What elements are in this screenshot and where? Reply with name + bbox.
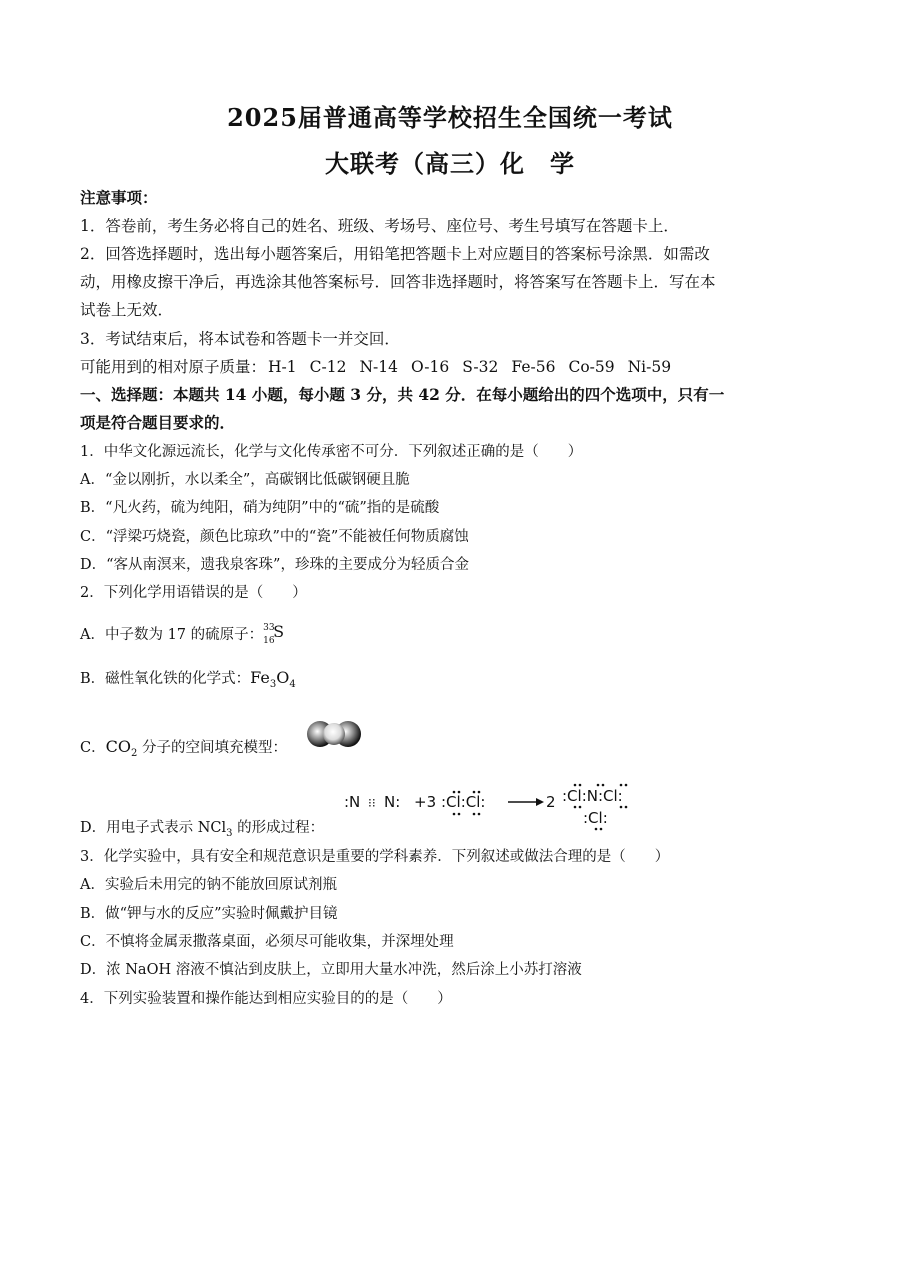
svg-text:N:: N: xyxy=(384,793,401,811)
q3-option-d: D．浓 NaOH 溶液不慎沾到皮肤上，立即用大量水冲洗，然后涂上小苏打溶液 xyxy=(80,962,582,978)
exam-subtitle: 大联考（高三）化 学 xyxy=(325,149,575,178)
q2-option-d-text: D．用电子式表示 NCl xyxy=(80,820,227,836)
mass-fe: Fe-56 xyxy=(511,358,556,376)
q2-option-d xyxy=(80,818,825,844)
formula-fe: Fe xyxy=(250,668,270,687)
q2-option-c xyxy=(80,737,825,764)
section-1-line-1: 一、选择题：本题共 14 小题，每小题 3 分，共 42 分．在每小题给出的四个选项中，只有一 xyxy=(80,385,725,404)
mass-s: S-32 xyxy=(462,358,499,376)
q3-option-b: B．做“钾与水的反应”实验时佩戴护目镜 xyxy=(80,906,338,922)
svg-text::Cl:N:Cl:: :Cl:N:Cl: xyxy=(562,787,623,805)
mass-co: Co-59 xyxy=(568,358,615,376)
q2-option-d-post: 的形成过程： xyxy=(232,820,325,836)
mass-n: N-14 xyxy=(359,358,398,376)
note-2-line-3: 试卷上无效． xyxy=(80,301,174,319)
equation-coefficient-2: 2 xyxy=(546,793,556,811)
note-1: 1．答卷前，考生务必将自己的姓名、班级、考场号、座位号、考生号填写在答题卡上． xyxy=(80,217,679,235)
isotope-symbol: S xyxy=(273,622,285,641)
formula-sub-4: 4 xyxy=(289,679,296,691)
note-2-line-2: 动，用橡皮擦干净后，再选涂其他答案标号．回答非选择题时，将答案写在答题卡上．写在本 xyxy=(80,273,716,291)
formula-co: CO xyxy=(105,737,131,756)
q2-option-b-text: B．磁性氧化铁的化学式： xyxy=(80,671,251,687)
mass-o: O-16 xyxy=(411,358,450,376)
q1-stem: 1．中华文化源远流长，化学与文化传承密不可分．下列叙述正确的是（ ） xyxy=(80,444,583,460)
q2-option-b xyxy=(80,668,825,695)
q3-option-c: C．不慎将金属汞撒落桌面，必须尽可能收集，并深埋处理 xyxy=(80,934,454,950)
formula-o: O xyxy=(276,668,290,687)
q1-option-b: B．“凡火药，硫为纯阳，硝为纯阴”中的“硫”指的是硫酸 xyxy=(80,500,440,516)
atomic-masses-label: 可能用到的相对原子质量： xyxy=(80,358,267,376)
co2-formula xyxy=(105,737,138,760)
isotope-atomic-number: 16 xyxy=(263,636,275,646)
q1-option-a: A．“金以刚折，水以柔全”，高碳钢比低碳钢硬且脆 xyxy=(80,472,410,488)
formula-sub-3: 3 xyxy=(269,679,277,691)
note-2-line-1: 2．回答选择题时，选出每小题答案后，用铅笔把答题卡上对应题目的答案标号涂黑．如需改 xyxy=(80,245,710,263)
q3-option-a: A．实验后未用完的钠不能放回原试剂瓶 xyxy=(80,877,337,893)
mass-ni: Ni-59 xyxy=(627,358,672,376)
q1-option-c: C．“浮梁巧烧瓷，颜色比琼玖”中的“瓷”不能被任何物质腐蚀 xyxy=(80,529,469,545)
mass-h: H-1 xyxy=(268,358,297,376)
note-3: 3．考试结束后，将本试卷和答题卡一并交回． xyxy=(80,330,400,348)
svg-text:⁝⁝: ⁝⁝ xyxy=(368,796,376,810)
q1-option-d: D．“客从南溟来，遗我泉客珠”，珍珠的主要成分为轻质合金 xyxy=(80,557,469,573)
svg-text::Cl:: :Cl: xyxy=(583,809,608,827)
q2-option-c-text: 分子的空间填充模型： xyxy=(137,740,287,756)
ncl3-sub-3: 3 xyxy=(226,827,233,839)
fe3o4-formula xyxy=(250,668,296,691)
formula-sub-2: 2 xyxy=(130,748,138,760)
q4-stem: 4．下列实验装置和操作能达到相应实验目的的是（ ） xyxy=(80,991,452,1007)
q2-option-a xyxy=(80,622,825,645)
sulfur-isotope xyxy=(263,622,289,644)
equation-coefficient-3: +3 xyxy=(414,793,437,811)
exam-title: 2025届普通高等学校招生全国统一考试 xyxy=(227,103,673,132)
section-1-line-2: 项是符合题目要求的． xyxy=(80,413,236,432)
atomic-masses xyxy=(80,357,825,377)
q2-option-c-label: C． xyxy=(80,740,106,756)
notes-heading: 注意事项： xyxy=(80,188,158,207)
isotope-mass-number: 33 xyxy=(263,623,275,633)
q3-stem: 3．化学实验中，具有安全和规范意识是重要的学科素养．下列叙述或做法合理的是（ ） xyxy=(80,849,670,865)
svg-text::N: :N xyxy=(344,793,361,811)
svg-text::Cl:Cl:: :Cl:Cl: xyxy=(441,793,486,811)
q2-option-a-text: A．中子数为 17 的硫原子： xyxy=(80,627,264,643)
q2-stem: 2．下列化学用语错误的是（ ） xyxy=(80,585,307,601)
co2-space-filling-model xyxy=(305,718,363,750)
mass-c: C-12 xyxy=(309,358,347,376)
